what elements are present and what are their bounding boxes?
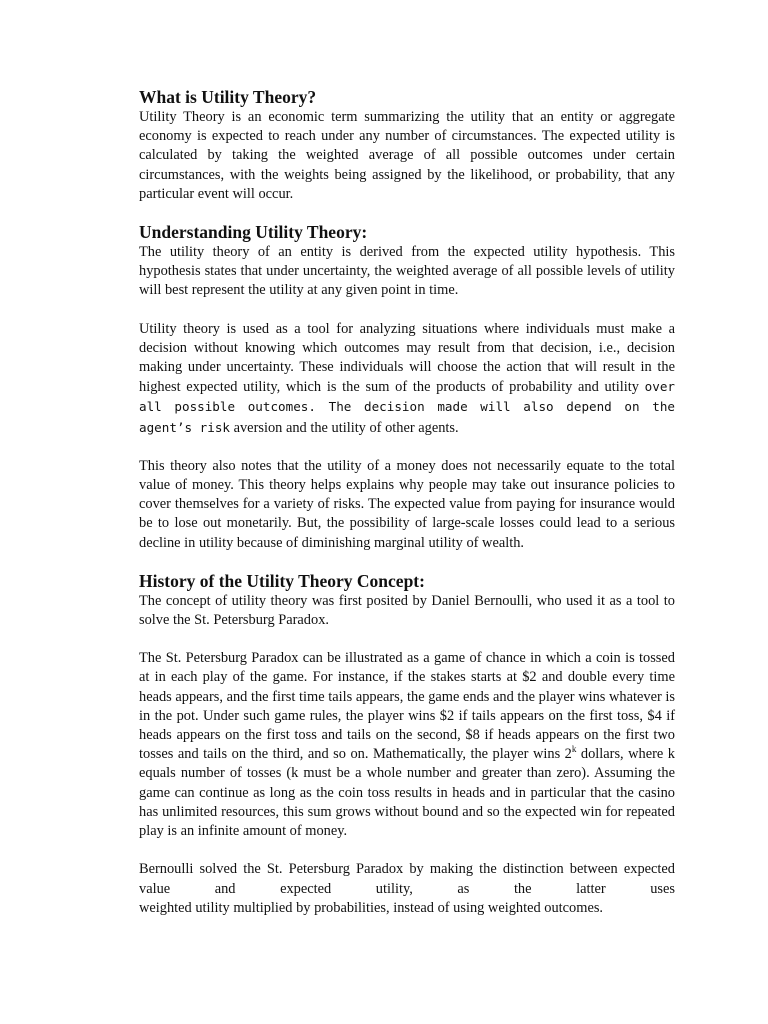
paragraph-text: aversion and the utility of other agents.: [230, 419, 459, 436]
paragraph: [139, 649, 675, 841]
section-heading-understanding-utility-theory: Understanding Utility Theory:: [139, 222, 368, 243]
document-page: [139, 86, 675, 918]
paragraph-text-monospace: over all possible outcomes. The decision made will also depend on the agent’s risk: [139, 379, 675, 435]
paragraph-text: Utility theory is used as a tool for analyzing situations where individuals must make a decision without knowing which outcomes may result from that decision, i.e., decision making under uncertainty. These individuals will choose the action that will result in the highest expected utility, which is the sum of the products of probability and utility: [139, 320, 675, 396]
paragraph: [139, 320, 675, 438]
paragraph: The utility theory of an entity is derived from the expected utility hypothesis. This hypothesis states that under uncertainty, the weighted average of all possible levels of utility will best represent the utility at any given point in time.: [139, 244, 675, 299]
section-heading-what-is-utility-theory: What is Utility Theory?: [139, 87, 317, 107]
paragraph-text: Bernoulli solved the St. Petersburg Paradox by making the distinction between expected value and expected utility, as the latter uses: [139, 861, 675, 897]
superscript-k: k: [571, 744, 577, 755]
paragraph: [139, 860, 675, 918]
paragraph-text: dollars, where k equals number of tosses (k must be a whole number and greater than zero). Assuming the game can continue as long as the coin toss results in heads and in particular that the casino has unlimited resources, this sum grows without bound and so the expected win for repeated play is an infinite amount of money.: [139, 746, 675, 840]
paragraph-text: weighted utility multiplied by probabilities, instead of using weighted outcomes.: [139, 899, 604, 916]
paragraph: This theory also notes that the utility of a money does not necessarily equate to the total value of money. This theory helps explains why people may take out insurance policies to cover themselves for a variety of risks. The expected value from paying for insurance would be to lose out monetarily. But, the possibility of large-scale losses could lead to a serious decline in utility because of diminishing marginal utility of wealth.: [139, 457, 675, 551]
section-heading-history: History of the Utility Theory Concept:: [139, 570, 425, 591]
paragraph: The concept of utility theory was first posited by Daniel Bernoulli, who used it as a tool to solve the St. Petersburg Paradox.: [139, 592, 675, 629]
paragraph: Utility Theory is an economic term summarizing the utility that an entity or aggregate economy is expected to reach under any number of circumstances. The expected utility is calculated by taking the weighted average of all possible outcomes under certain circumstances, with the weights being assigned by the likelihood, or probability, that any particular event will occur.: [139, 109, 675, 202]
paragraph-text: The St. Petersburg Paradox can be illustrated as a game of chance in which a coin is tossed at in each play of the game. For instance, if the stakes starts at $2 and double every time heads appears, and the first time tails appears, the game ends and the player wins whatever is in the pot. Under such game rules, the player wins $2 if tails appears on the first toss, $4 if heads appears on the first toss and tails on the second, $8 if heads appears on the first two tosses and tails on the third, and so on. Mathematically, the player wins 2: [139, 650, 675, 763]
